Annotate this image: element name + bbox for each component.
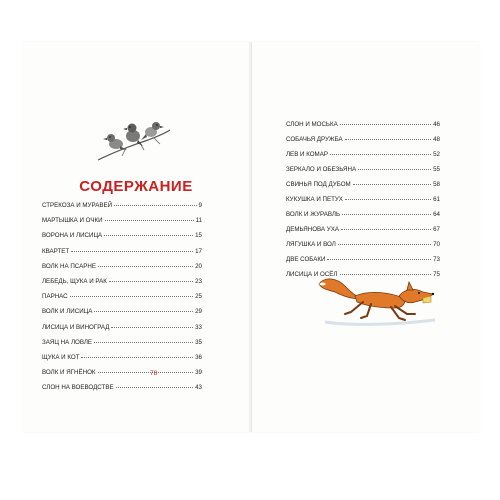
toc-dot-leader xyxy=(94,311,193,312)
toc-entry-title: ПАРНАС xyxy=(42,293,68,301)
toc-entry-page: 73 xyxy=(433,256,440,263)
toc-dot-leader xyxy=(116,387,194,388)
toc-entry-title: СВИНЬЯ ПОД ДУБОМ xyxy=(286,181,351,188)
ground-shadow xyxy=(325,320,435,324)
toc-dot-leader xyxy=(345,199,431,200)
toc-entry-page: 75 xyxy=(433,271,440,278)
toc-dot-leader xyxy=(105,220,194,221)
toc-entry-page: 11 xyxy=(195,217,202,225)
toc-entry-title: ЛЯГУШКА И ВОЛ xyxy=(286,241,336,248)
toc-entry-title: СТРЕКОЗА И МУРАВЕЙ xyxy=(42,202,113,209)
toc-dot-leader xyxy=(340,124,431,125)
toc-entry-title: ВОЛК НА ПСАРНЕ xyxy=(42,262,96,270)
toc-entry-title: ЩУКА И КОТ xyxy=(42,353,80,361)
toc-entry[interactable] xyxy=(42,339,202,354)
toc-dot-leader xyxy=(353,184,431,185)
toc-entry[interactable] xyxy=(286,226,440,241)
toc-entry[interactable] xyxy=(42,263,202,278)
toc-entry-title: КУКУШКА И ПЕТУХ xyxy=(286,196,343,203)
toc-entry[interactable] xyxy=(286,241,440,256)
toc-entry[interactable] xyxy=(42,308,202,323)
toc-entry[interactable] xyxy=(286,136,440,151)
toc-entry[interactable] xyxy=(286,211,440,226)
contents-title: СОДЕРЖАНИЕ xyxy=(79,178,193,195)
toc-entry-title: ДВЕ СОБАКИ xyxy=(286,256,326,263)
toc-entry-title: ЛИСИЦА И ВИНОГРАД xyxy=(42,323,110,331)
toc-entry[interactable] xyxy=(42,369,202,384)
toc-entry[interactable] xyxy=(286,196,440,211)
bird-middle xyxy=(123,124,143,147)
toc-dot-leader xyxy=(71,251,193,252)
toc-entry-page: 35 xyxy=(195,338,202,346)
toc-entry[interactable] xyxy=(286,151,440,166)
toc-entry-page: 17 xyxy=(195,247,202,255)
toc-entry[interactable] xyxy=(42,278,202,293)
toc-entry-title: ЗАЯЦ НА ЛОВЛЕ xyxy=(42,338,93,346)
bird-right xyxy=(141,122,164,140)
toc-entry-title: СОБАЧЬЯ ДРУЖБА xyxy=(286,136,343,143)
toc-entry[interactable] xyxy=(42,293,202,308)
toc-entry-title: КВАРТЕТ xyxy=(42,247,70,255)
toc-entry-page: 67 xyxy=(433,226,440,233)
toc-entry-title: МАРТЫШКА И ОЧКИ xyxy=(42,217,103,225)
toc-entry[interactable] xyxy=(286,256,440,271)
birds-on-branch-illustration xyxy=(96,116,172,164)
fox-back-leg xyxy=(345,302,363,314)
toc-dot-leader xyxy=(338,244,431,245)
toc-entry-page: 52 xyxy=(433,151,440,158)
toc-dot-leader xyxy=(114,205,197,206)
toc-entry[interactable] xyxy=(286,166,440,181)
toc-dot-leader xyxy=(94,342,193,343)
toc-entry-title: ЛИСИЦА И ОСЁЛ xyxy=(286,271,338,278)
toc-entry-page: 55 xyxy=(433,166,440,173)
bird-left xyxy=(103,134,127,150)
toc-entry[interactable] xyxy=(42,384,202,399)
fox-back-leg-2 xyxy=(361,304,371,318)
toc-entry-page: 58 xyxy=(433,181,440,188)
toc-entry-title: ВОРОНА И ЛИСИЦА xyxy=(42,232,103,240)
toc-entry[interactable] xyxy=(42,354,202,369)
fox-eye xyxy=(418,292,420,294)
toc-entry-title: ЗЕРКАЛО И ОБЕЗЬЯНА xyxy=(286,166,357,173)
toc-entry[interactable] xyxy=(42,217,202,232)
toc-entry[interactable] xyxy=(42,232,202,247)
fox-tail xyxy=(319,279,361,299)
toc-entry-page: 64 xyxy=(433,211,440,218)
toc-dot-leader xyxy=(109,281,193,282)
fox-ear xyxy=(407,282,413,290)
toc-dot-leader xyxy=(341,229,431,230)
toc-dot-leader xyxy=(330,154,431,155)
toc-entry-page: 46 xyxy=(433,121,440,128)
toc-entry-page: 33 xyxy=(195,323,202,331)
toc-dot-leader xyxy=(111,327,193,328)
toc-entry-title: ЛЕВ И КОМАР xyxy=(286,151,328,158)
running-fox-illustration xyxy=(315,270,440,332)
toc-dot-leader xyxy=(98,266,193,267)
toc-entry-title: ВОЛК И ЖУРАВЛЬ xyxy=(286,211,341,218)
toc-entry-title: СЛОН НА ВОЕВОДСТВЕ xyxy=(42,384,114,392)
toc-dot-leader xyxy=(81,357,193,358)
toc-entry[interactable] xyxy=(286,181,440,196)
toc-dot-leader xyxy=(104,235,193,236)
toc-dot-leader xyxy=(70,296,193,297)
toc-dot-leader xyxy=(358,169,431,170)
toc-entry-title: ДЕМЬЯНОВА УХА xyxy=(286,226,339,233)
fox-body xyxy=(355,292,405,308)
toc-dot-leader xyxy=(342,214,431,215)
toc-entry[interactable] xyxy=(42,248,202,263)
toc-entry-title: ВОЛК И ЛИСИЦА xyxy=(42,308,93,316)
toc-entry-page: 43 xyxy=(195,384,202,392)
toc-entry-page: 20 xyxy=(195,262,202,270)
toc-entry-page: 29 xyxy=(195,308,202,316)
toc-dot-leader xyxy=(345,139,431,140)
fox-nose xyxy=(432,293,434,295)
toc-right-list xyxy=(286,121,440,286)
toc-entry-page: 25 xyxy=(195,293,202,301)
toc-entry[interactable] xyxy=(42,202,202,217)
toc-entry-page: 61 xyxy=(433,196,440,203)
toc-entry-page: 70 xyxy=(433,241,440,248)
toc-entry-title: ВОЛК И ЯГНЁНОК xyxy=(42,369,96,377)
toc-dot-leader xyxy=(327,259,431,260)
toc-entry-title: СЛОН И МОСЬКА xyxy=(286,121,338,128)
toc-entry[interactable] xyxy=(42,324,202,339)
toc-entry-page: 15 xyxy=(195,232,202,240)
toc-left-list xyxy=(42,202,202,399)
toc-entry[interactable] xyxy=(286,121,440,136)
toc-entry-page: 36 xyxy=(195,353,202,361)
toc-entry-page: 23 xyxy=(195,277,202,285)
page-number: 78 xyxy=(150,370,158,377)
toc-entry-page: 48 xyxy=(433,136,440,143)
toc-entry-page: 9 xyxy=(198,202,202,209)
toc-entry-page: 39 xyxy=(195,369,202,377)
toc-entry-title: ЛЕБЕДЬ, ЩУКА И РАК xyxy=(42,277,107,285)
toc-dot-leader xyxy=(98,372,194,373)
fox-front-leg xyxy=(395,306,415,314)
